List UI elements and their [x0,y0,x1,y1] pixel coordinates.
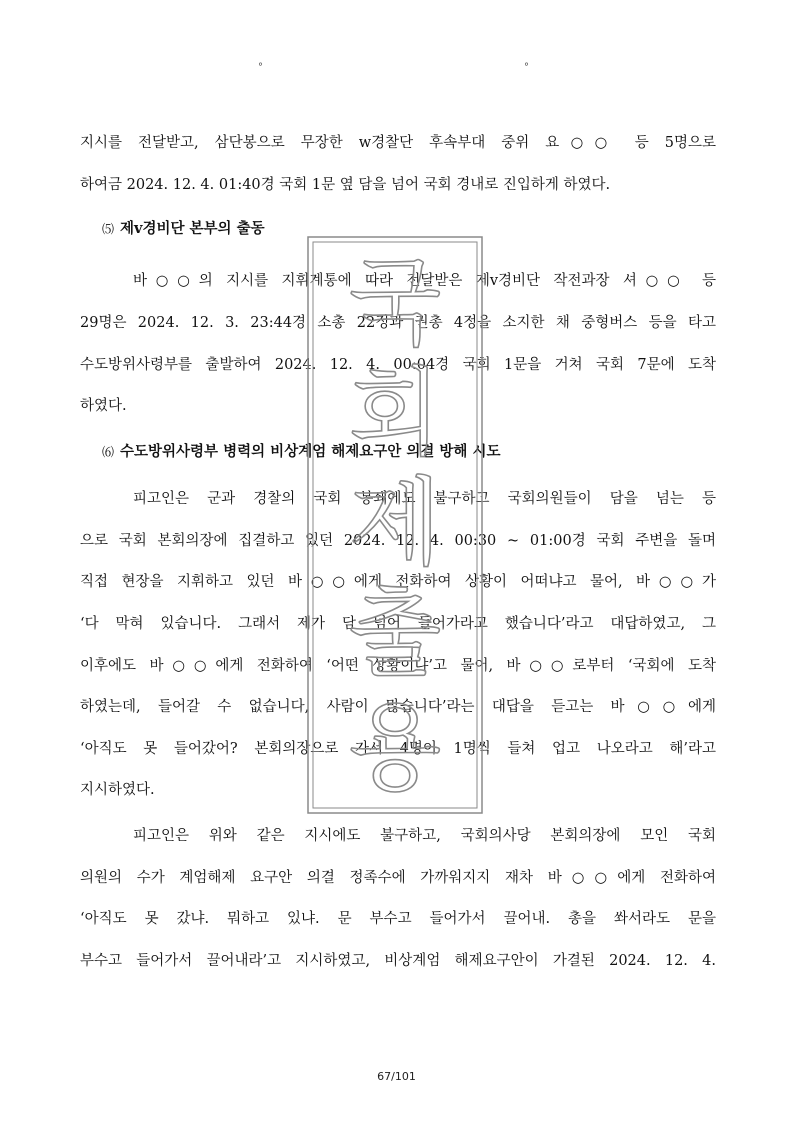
section-title: 수도방위사령부 병력의 비상계엄 해제요구안 의결 방해 시도 [120,443,501,460]
section-number: ⑹ [102,445,115,459]
text-line: 피고인은 위와 같은 지시에도 불구하고, 국회의사당 본회의장에 모인 국회 [133,828,716,844]
page-number: 67/101 [377,1070,416,1083]
text-line: 하였다. [80,398,127,414]
text-line: 으로 국회 본회의장에 집결하고 있던 2024. 12. 4. 00:30 ~ 01:00경 국회 주변을 돌며 [80,533,716,549]
text-line: 직접 현장을 지휘하고 있던 바○○에게 전화하여 상황이 어떠냐고 물어, 바○○가 [80,574,716,590]
seal-character: 용 [348,692,442,804]
text-line: 이후에도 바○○에게 전화하여 ‘어떤 상황이냐’고 물어, 바○○로부터 ‘국회에 도착 [80,658,716,674]
text-line: ‘아직도 못 들어갔어? 본회의장으로 가서 4명이 1명씩 들쳐 업고 나오라고 해’라고 [80,741,716,757]
seal-character: 국 [348,247,442,359]
text-line: 부수고 들어가서 끌어내라’고 지시하였고, 비상계엄 해제요구안이 가결된 2024. 12. 4. [80,953,716,969]
text-line: 하였는데, 들어갈 수 없습니다, 사람이 많습니다’라는 대답을 듣고는 바○○에게 [80,699,716,715]
text-line: 지시하였다. [80,782,155,798]
text-line: 바○○의 지시를 지휘계통에 따라 전달받은 제v경비단 작전과장 셔○○ 등 [133,273,716,289]
seal-character: 출 [348,577,442,689]
text-line: 지시를 전달받고, 삼단봉으로 무장한 w경찰단 후속부대 중위 요○○ 등 5명으로 [80,135,716,151]
seal-character: 회 [348,357,442,469]
header-mark-right: ° [524,62,529,73]
text-line: 피고인은 군과 경찰의 국회 봉쇄에도 불구하고 국회의원들이 담을 넘는 등 [133,491,716,507]
section-number: ⑸ [102,222,115,236]
text-line: 의원의 수가 계엄해제 요구안 의결 정족수에 가까워지지 재차 바○○에게 전화하여 [80,870,716,886]
seal-character: 제 [348,467,442,579]
text-line: ‘아직도 못 갔냐. 뭐하고 있냐. 문 부수고 들어가서 끌어내. 총을 쏴서라도 문을 [80,911,716,927]
text-line: ‘다 막혀 있습니다. 그래서 제가 담 넘어 들어가라고 했습니다’라고 대답하였고, 그 [80,616,716,632]
header-mark-left: ° [258,62,263,73]
text-line: 하여금 2024. 12. 4. 01:40경 국회 1문 옆 담을 넘어 국회 경내로 진입하게 하였다. [80,177,611,193]
section-heading-5 [102,219,265,239]
section-heading-6 [102,442,500,462]
text-line: 수도방위사령부를 출발하여 2024. 12. 4. 00:04경 국회 1문을 거쳐 국회 7문에 도착 [80,357,716,373]
section-title: 제v경비단 본부의 출동 [120,220,265,237]
text-line: 29명은 2024. 12. 3. 23:44경 소총 22정과 권총 4정을 소지한 채 중형버스 등을 타고 [80,315,716,331]
